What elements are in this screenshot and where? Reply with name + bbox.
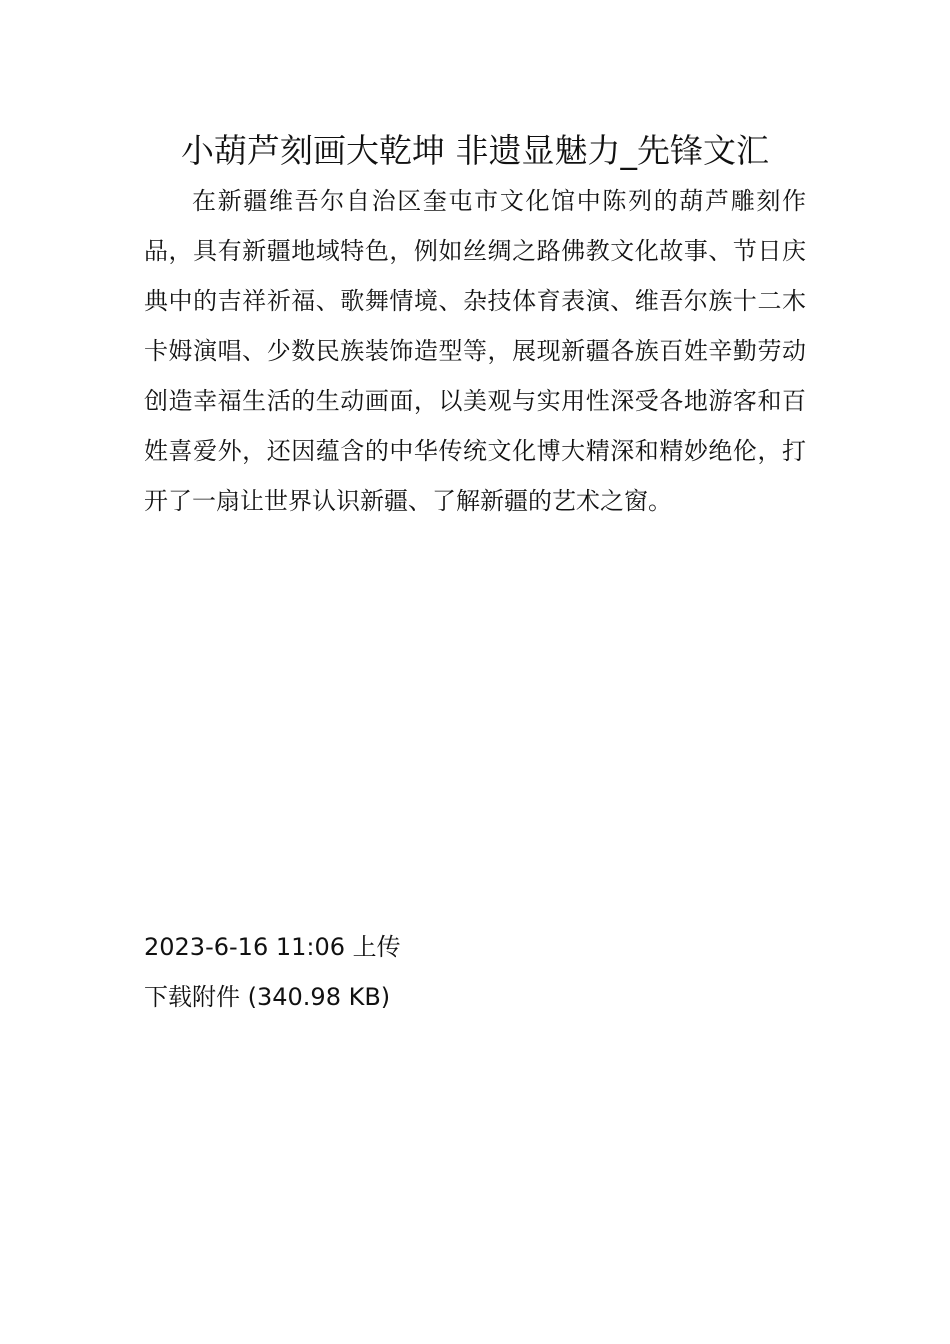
document-title: 小葫芦刻画大乾坤 非遗显魅力_先锋文汇	[181, 131, 769, 170]
body-paragraph: 在新疆维吾尔自治区奎屯市文化馆中陈列的葫芦雕刻作品，具有新疆地域特色，例如丝绸之路佛教文化故事、节日庆典中的吉祥祈福、歌舞情境、杂技体育表演、维吾尔族十二木卡姆演唱、少数民族装饰造型等，展现新疆各族百姓辛勤劳动创造幸福生活的生动画面，以美观与实用性深受各地游客和百姓喜爱外，还因蕴含的中华传统文化博大精深和精妙绝伦，打开了一扇让世界认识新疆、了解新疆的艺术之窗。	[144, 187, 806, 515]
upload-timestamp: 2023-6-16 11:06 上传	[144, 933, 401, 961]
download-attachment-link[interactable]: 下载附件 (340.98 KB)	[144, 983, 391, 1011]
